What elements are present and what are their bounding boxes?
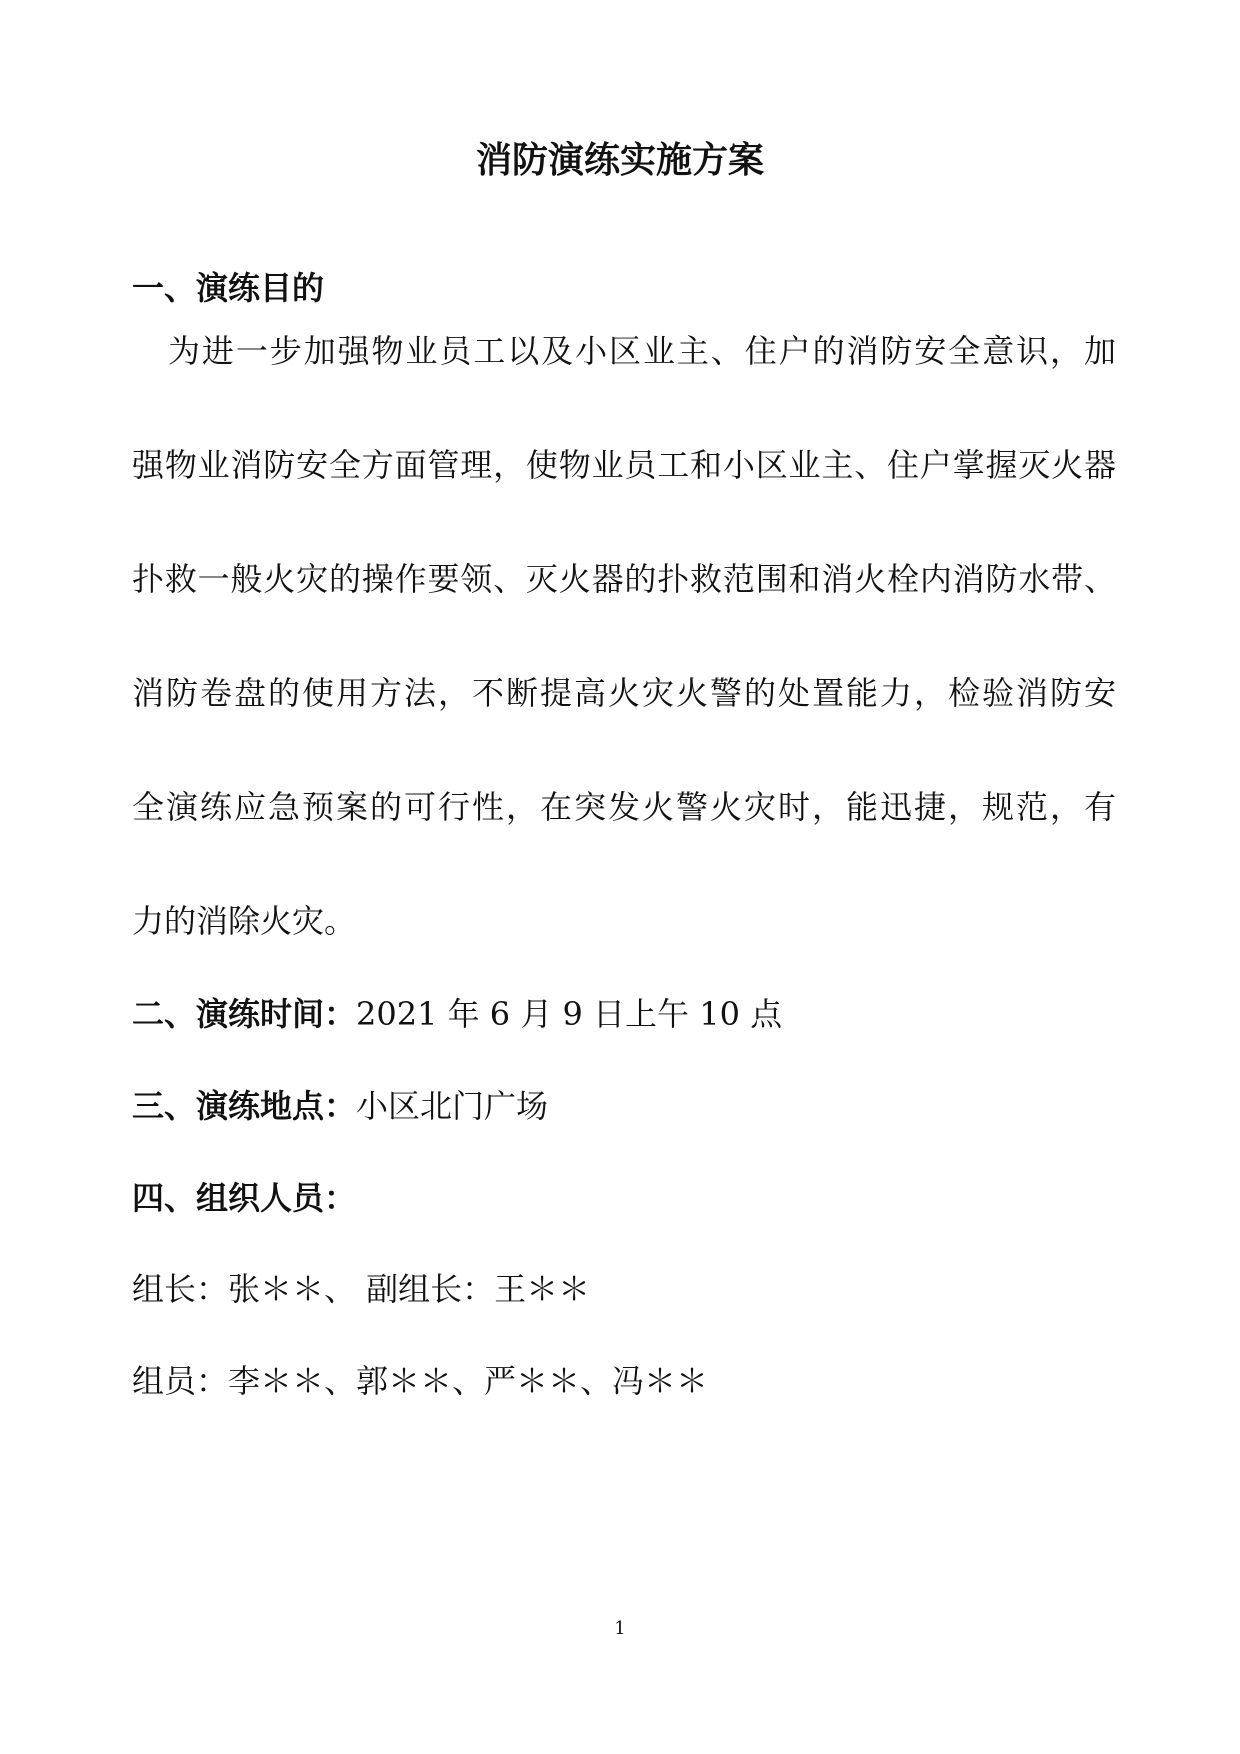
- time-label: 二、演练时间：: [132, 995, 357, 1033]
- section-heading-location: [132, 1081, 548, 1131]
- location-value: 小区北门广场: [356, 1087, 549, 1125]
- document-title: 消防演练实施方案: [475, 139, 764, 181]
- paragraph-line: 扑救一般火灾的操作要领、灭火器的扑救范围和消火栓内消防水带、: [132, 560, 1116, 598]
- paragraph-line: 为进一步加强物业员工以及小区业主、住户的消防安全意识，加: [168, 332, 1116, 370]
- paragraph-line: 强物业消防安全方面管理，使物业员工和小区业主、住户掌握灭火器: [132, 446, 1116, 484]
- paragraph-line: 力的消除火灾。: [132, 902, 357, 940]
- page-number: 1: [614, 1618, 626, 1639]
- leaders-line: 组长：张＊＊、 副组长：王＊＊: [132, 1270, 591, 1308]
- location-label: 三、演练地点：: [132, 1087, 357, 1125]
- section-heading-purpose: 一、演练目的: [132, 269, 325, 307]
- section-heading-personnel: 四、组织人员：: [132, 1179, 357, 1217]
- paragraph-line: 消防卷盘的使用方法，不断提高火灾火警的处置能力，检验消防安: [132, 674, 1116, 712]
- members-line: 组员：李＊＊、郭＊＊、严＊＊、冯＊＊: [132, 1362, 709, 1400]
- section-heading-time: [132, 989, 782, 1039]
- time-value: 2021 年 6 月 9 日上午 10 点: [356, 995, 783, 1033]
- paragraph-line: 全演练应急预案的可行性，在突发火警火灾时，能迅捷，规范，有: [132, 788, 1116, 826]
